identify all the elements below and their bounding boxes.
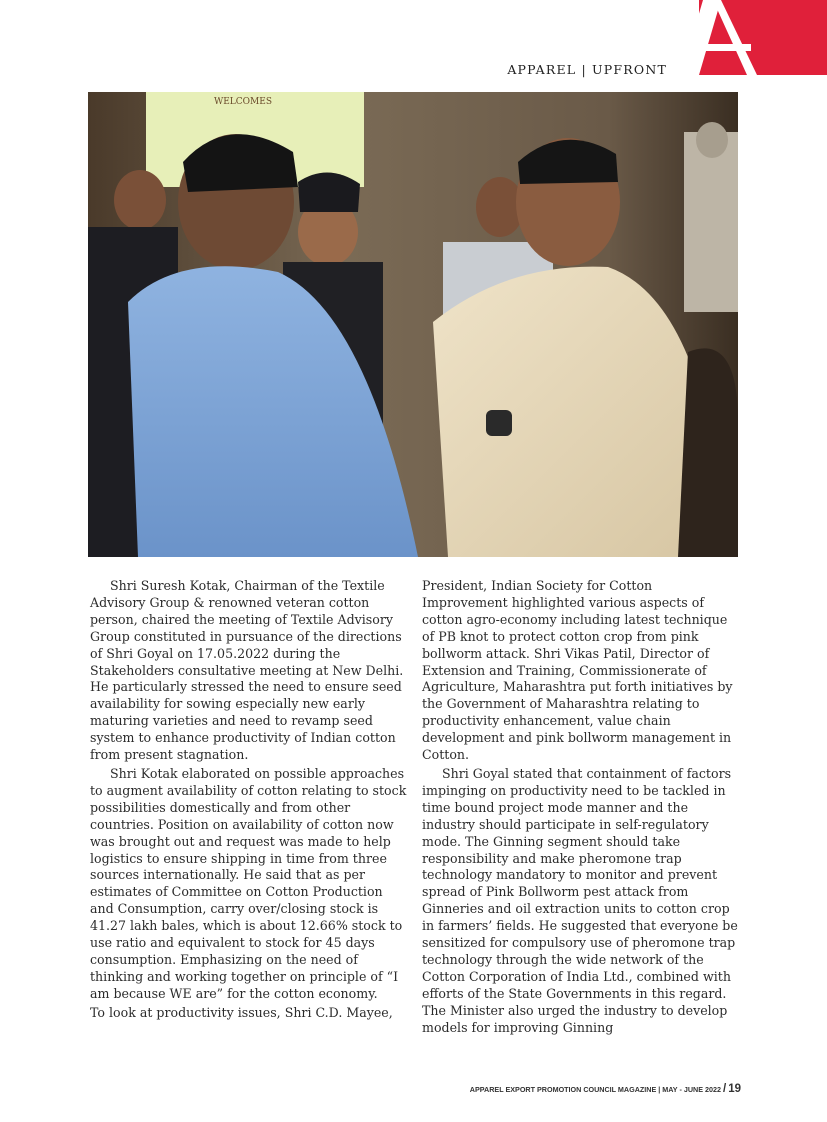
article-paragraph: To look at productivity issues, Shri C.D. Mayee, xyxy=(90,1004,393,1020)
page-number: 19 xyxy=(728,1083,741,1095)
section-label: APPAREL | UPFRONT xyxy=(507,62,667,77)
meeting-photo xyxy=(88,92,738,557)
article-column-right xyxy=(422,578,740,1038)
article-paragraph: Shri Suresh Kotak, Chairman of the Textile Advisory Group & renowned veteran cotton person, chaired the meeting of Textile Advisory Group constituted in pursuance of the directions of Shri Goyal on 17.05.2022 during the Stakeholders consultative meeting at New Delhi. He particularly stressed the need to ensure seed availability for sowing especially new early maturing varieties and need to revamp seed system to enhance productivity of Indian cotton from present stagnation. xyxy=(90,578,404,763)
article-paragraph: Shri Kotak elaborated on possible approaches to augment availability of cotton relating to stock possibilities domestically and from other countries. Position on availability of cotton now was brought out and request was made to help logistics to ensure shipping in time from three sources internationally. He said that as per estimates of Committee on Cotton Production and Consumption, carry over/closing stock is 41.27 lakh bales, which is about 12.66% stock to use ratio and equivalent to stock for 45 days consumption. Emphasizing on the need of thinking and working together on principle of “I am because WE are” for the cotton economy. xyxy=(90,765,407,1001)
page-footer xyxy=(470,1083,741,1095)
article-paragraph: President, Indian Society for Cotton Improvement highlighted various aspects of cotton agro-economy including latest technique of PB knot to protect cotton crop from pink bollworm attack. Shri Vikas Patil, Director of Extension and Training, Commissionerate of Agriculture, Maharashtra put forth initiatives by the Government of Maharashtra relating to productivity enhancement, value chain development and pink bollworm management in Cotton. xyxy=(422,578,733,763)
page-separator: / xyxy=(723,1083,727,1095)
article-paragraph: Shri Goyal stated that containment of factors impinging on productivity need to be tackled in time bound project mode manner and the industry should participate in self-regulatory mode. The Ginning segment should take responsibility and make pheromone trap technology mandatory to monitor and prevent spread of Pink Bollworm pest attack from Ginneries and oil extraction units to cotton crop in farmers’ fields. He suggested that everyone be sensitized for compulsory use of pheromone trap technology through the wide network of the Cotton Corporation of India Ltd., combined with efforts of the State Governments in this regard. The Minister also urged the industry to develop models for improving Ginning xyxy=(422,765,738,1035)
apparel-logo xyxy=(677,0,827,75)
publication-name: APPAREL EXPORT PROMOTION COUNCIL MAGAZINE | MAY - JUNE 2022 xyxy=(469,1085,721,1094)
article-column-left xyxy=(90,578,408,1024)
banner-welcomes: WELCOMES xyxy=(213,97,273,107)
